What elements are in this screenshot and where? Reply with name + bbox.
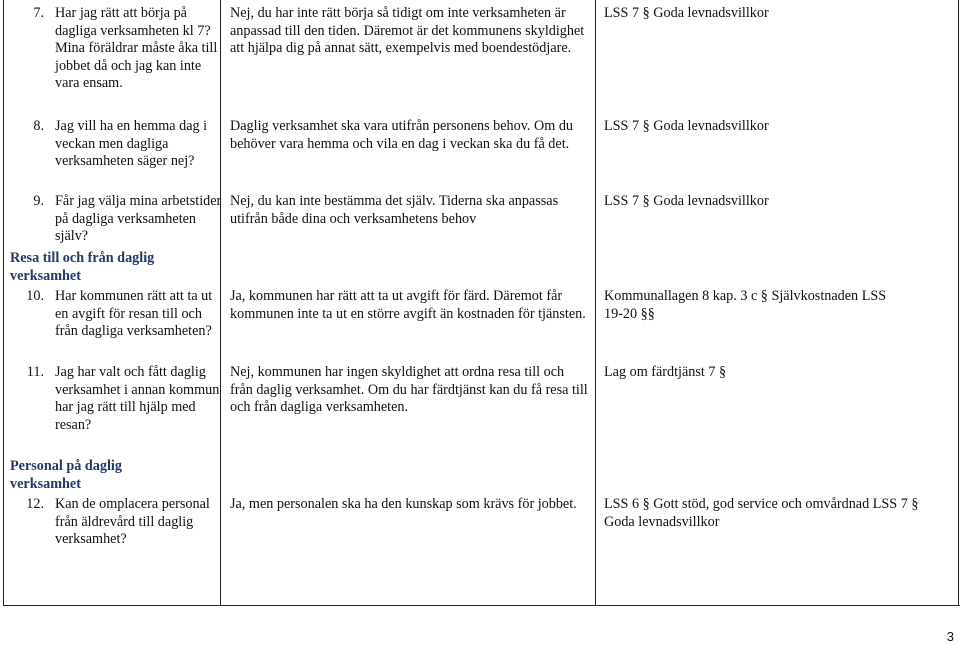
table-border-bottom (3, 605, 960, 606)
page-number: 3 (946, 629, 954, 644)
question-number: 8. (33, 118, 44, 134)
law-reference-9: LSS 7 § Goda levnadsvillkor (604, 193, 769, 209)
question-number: 12. (26, 496, 44, 512)
question-text: Får jag välja mina arbetstider på dagliga verksamheten själv? (55, 193, 222, 244)
section-heading-travel: Resa till och från daglig verksamhet (10, 250, 155, 284)
law-reference-8: LSS 7 § Goda levnadsvillkor (604, 118, 769, 134)
question-text: Jag vill ha en hemma dag i veckan men dagliga verksamheten säger nej? (55, 118, 208, 169)
law-reference-10: Kommunallagen 8 kap. 3 c § Självkostnaden LSS 19-20 §§ (604, 288, 887, 322)
question-text: Kan de omplacera personal från äldrevård till daglig verksamhet? (55, 496, 210, 547)
question-number: 7. (33, 5, 44, 21)
answer-12: Ja, men personalen ska ha den kunskap som krävs för jobbet. (230, 496, 577, 512)
table-border-right (958, 0, 959, 606)
answer-8: Daglig verksamhet ska vara utifrån personens behov. Om du behöver vara hemma och vila en dag i veckan ska du få det. (230, 118, 574, 152)
question-text: Jag har valt och fått daglig verksamhet i annan kommun har jag rätt till hjälp med resan? (55, 364, 220, 433)
answer-7: Nej, du har inte rätt börja så tidigt om inte verksamheten är anpassad till den tiden. Däremot är det kommunens skyldighet att hjälpa dig på annat sätt, exempelvis med boendestödjare. (230, 5, 585, 56)
column-divider-2 (595, 0, 596, 606)
table-border-left (3, 0, 4, 606)
question-text: Har kommunen rätt att ta ut en avgift för resan till och från dagliga verksamheten? (55, 288, 213, 339)
law-reference-12: LSS 6 § Gott stöd, god service och omvårdnad LSS 7 § Goda levnadsvillkor (604, 496, 919, 530)
question-number: 10. (26, 288, 44, 304)
law-reference-11: Lag om färdtjänst 7 § (604, 364, 727, 380)
answer-11: Nej, kommunen har ingen skyldighet att ordna resa till och från daglig verksamhet. Om du har färdtjänst kan du få resa till och från dagliga verksamheten. (230, 364, 588, 415)
answer-10: Ja, kommunen har rätt att ta ut avgift för färd. Däremot får kommunen inte ta ut en större avgift än kostnaden för tjänsten. (230, 288, 586, 322)
question-text: Har jag rätt att börja på dagliga verksamheten kl 7? Mina föräldrar måste åka till jobbet då och jag kan inte vara ensam. (55, 5, 218, 91)
section-heading-staff: Personal på daglig verksamhet (10, 458, 122, 492)
question-number: 11. (26, 364, 44, 380)
answer-9: Nej, du kan inte bestämma det själv. Tiderna ska anpassas utifrån både dina och verksamhetens behov (230, 193, 559, 227)
law-reference-7: LSS 7 § Goda levnadsvillkor (604, 5, 769, 21)
question-number: 9. (33, 193, 44, 209)
